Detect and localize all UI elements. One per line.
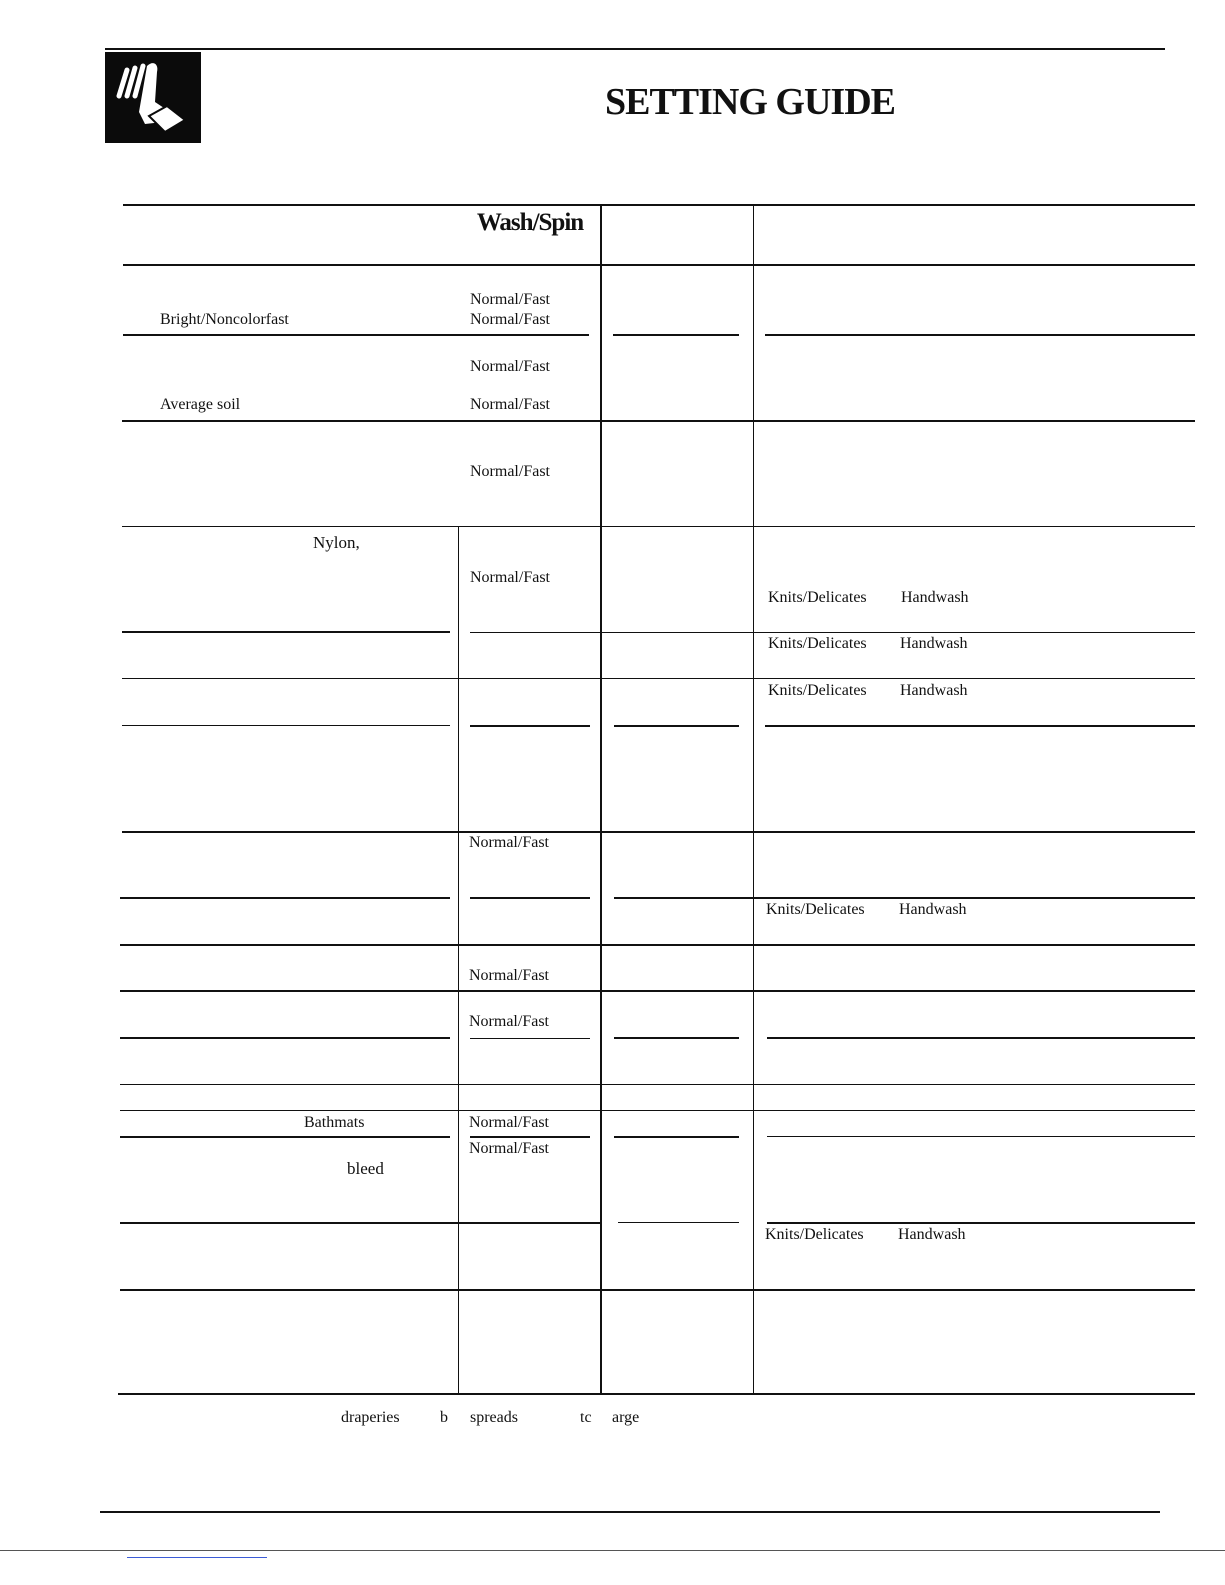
row-rule bbox=[470, 1038, 590, 1039]
row-rule bbox=[765, 725, 1195, 727]
row-rule bbox=[122, 725, 450, 726]
row-rule bbox=[618, 1222, 739, 1223]
wash-spin-setting: Normal/Fast bbox=[470, 396, 550, 413]
row-rule bbox=[614, 725, 739, 727]
cycle-option: Knits/Delicates bbox=[768, 682, 867, 699]
header-rule bbox=[105, 48, 1165, 50]
row-rule bbox=[470, 632, 1195, 633]
wash-spin-setting: Normal/Fast bbox=[470, 569, 550, 586]
row-rule bbox=[765, 334, 1195, 336]
row-rule bbox=[120, 1136, 450, 1138]
row-rule bbox=[120, 1037, 450, 1039]
row-rule bbox=[123, 334, 589, 336]
footnote-word: tc bbox=[580, 1409, 592, 1426]
wash-spin-setting: Normal/Fast bbox=[469, 1114, 549, 1131]
wash-spin-setting: Normal/Fast bbox=[470, 358, 550, 375]
row-rule bbox=[767, 1037, 1195, 1039]
row-rule bbox=[613, 334, 739, 336]
cycle-option: Handwash bbox=[900, 635, 968, 652]
table-bottom-rule bbox=[118, 1393, 1195, 1395]
row-rule bbox=[122, 831, 1195, 833]
cycle-option: Knits/Delicates bbox=[765, 1226, 864, 1243]
wash-spin-setting: Normal/Fast bbox=[470, 291, 550, 308]
row-rule bbox=[614, 1136, 739, 1138]
footnote-word: draperies bbox=[341, 1409, 400, 1426]
wash-spin-setting: Normal/Fast bbox=[469, 967, 549, 984]
row-rule bbox=[614, 1037, 739, 1039]
row-rule bbox=[614, 897, 1195, 899]
fabric-type: bleed bbox=[347, 1159, 384, 1178]
footer-rule bbox=[100, 1511, 1160, 1513]
wash-spin-setting: Normal/Fast bbox=[470, 311, 550, 328]
footnote-word: b bbox=[440, 1409, 448, 1426]
page-edge-rule bbox=[0, 1550, 1225, 1551]
hand-pressing-button-icon bbox=[105, 52, 201, 143]
footnote-word: arge bbox=[612, 1409, 640, 1426]
row-rule bbox=[120, 990, 1195, 992]
row-rule bbox=[120, 1289, 1195, 1291]
column-header-wash-spin: Wash/Spin bbox=[476, 209, 584, 236]
row-rule bbox=[470, 897, 590, 899]
row-rule bbox=[122, 420, 1195, 422]
row-rule bbox=[120, 1084, 1195, 1085]
cycle-option: Handwash bbox=[900, 682, 968, 699]
cycle-option: Knits/Delicates bbox=[768, 589, 867, 606]
table-top-rule bbox=[123, 204, 1195, 206]
wash-spin-setting: Normal/Fast bbox=[469, 834, 549, 851]
cycle-option: Handwash bbox=[899, 901, 967, 918]
row-rule bbox=[767, 1222, 1195, 1224]
row-rule bbox=[767, 1136, 1195, 1137]
cycle-option: Handwash bbox=[901, 589, 969, 606]
row-rule bbox=[470, 1136, 590, 1138]
row-rule bbox=[120, 1222, 600, 1224]
cycle-option: Knits/Delicates bbox=[766, 901, 865, 918]
column-divider-1 bbox=[458, 526, 459, 1394]
row-rule bbox=[120, 944, 1195, 946]
wash-spin-setting: Normal/Fast bbox=[469, 1140, 549, 1157]
row-rule bbox=[122, 526, 1195, 527]
row-rule bbox=[120, 1110, 1195, 1111]
row-rule bbox=[122, 631, 450, 633]
column-divider-2 bbox=[600, 205, 602, 1395]
row-rule bbox=[120, 897, 450, 899]
fabric-type: Average soil bbox=[160, 396, 241, 413]
fabric-type: Bright/Noncolorfast bbox=[160, 311, 289, 328]
footnote-word: spreads bbox=[470, 1409, 518, 1426]
table-header-rule bbox=[123, 264, 1195, 266]
fabric-type: Bathmats bbox=[304, 1114, 365, 1131]
wash-spin-setting: Normal/Fast bbox=[469, 1013, 549, 1030]
cycle-option: Knits/Delicates bbox=[768, 635, 867, 652]
row-rule bbox=[470, 725, 590, 727]
cycle-option: Handwash bbox=[898, 1226, 966, 1243]
wash-spin-setting: Normal/Fast bbox=[470, 463, 550, 480]
link-underline bbox=[127, 1557, 267, 1558]
column-divider-3 bbox=[753, 205, 754, 1395]
page-title: SETTING GUIDE bbox=[604, 81, 896, 123]
fabric-type: Nylon, bbox=[313, 533, 360, 552]
row-rule bbox=[122, 678, 1195, 679]
